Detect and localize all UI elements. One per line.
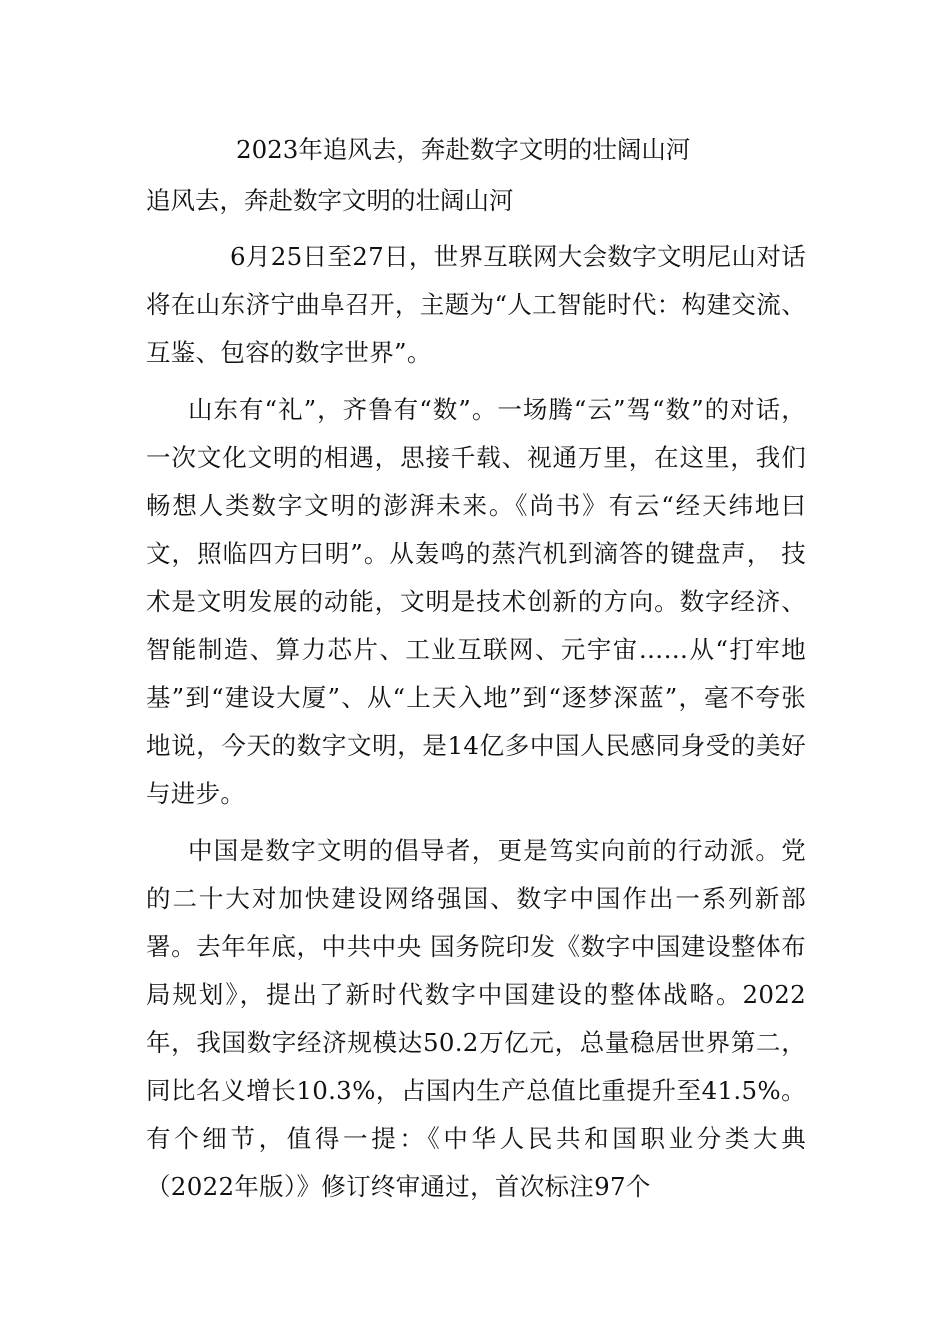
- paragraph-shandong: 山东有“礼”，齐鲁有“数”。一场腾“云”驾“数”的对话，一次文化文明的相遇，思接千载、视通万里，在这里，我们畅想人类数字文明的澎湃未来。《尚书》有云“经天纬地曰文，照临四方曰明”。从轰鸣的蒸汽机到滴答的键盘声， 技术是文明发展的动能，文明是技术创新的方向。数字经济、智能制造、算力芯片、工业互联网、元宇宙……从“打牢地基”到“建设大厦”、从“上天入地”到“逐梦深蓝”，毫不夸张地说，今天的数字文明，是14亿多中国人民感同身受的美好与进步。: [146, 395, 806, 808]
- document-subtitle: 追风去，奔赴数字文明的壮阔山河: [146, 186, 514, 215]
- document-body: [146, 233, 806, 1220]
- paragraph-china-digital: 中国是数字文明的倡导者，更是笃实向前的行动派。党的二十大对加快建设网络强国、数字中国作出一系列新部署。去年年底，中共中央 国务院印发《数字中国建设整体布局规划》，提出了新时代数字中国建设的整体战略。2022年，我国数字经济规模达50.2万亿元，总量稳居世界第二，同比名义增长10.3%，占国内生产总值比重提升至41.5%。有个细节，值得一提：《中华人民共和国职业分类大典（2022年版）》修订终审通过，首次标注97个: [146, 836, 806, 1201]
- document-title: 2023年追风去，奔赴数字文明的壮阔山河: [236, 135, 691, 164]
- paragraph-event-intro: 6月25日至27日，世界互联网大会数字文明尼山对话将在山东济宁曲阜召开，主题为“人工智能时代：构建交流、互鉴、包容的数字世界”。: [146, 242, 806, 367]
